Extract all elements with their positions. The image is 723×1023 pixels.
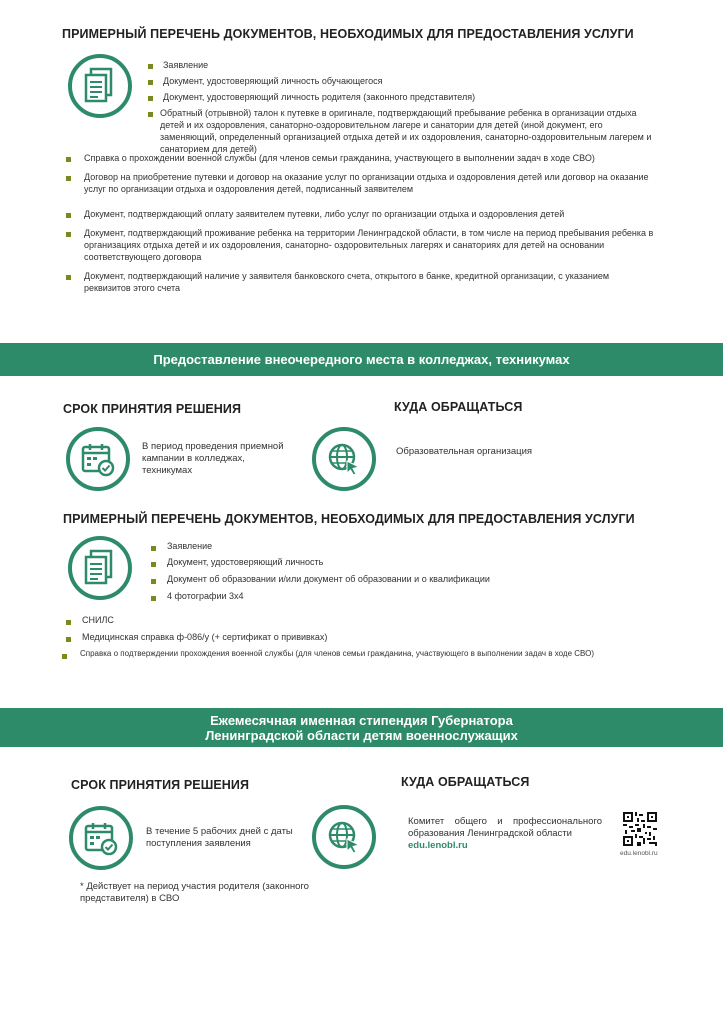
- list-bullet: [151, 562, 156, 567]
- list-bullet: [151, 579, 156, 584]
- list-bullet: [66, 637, 71, 642]
- list-bullet: [148, 96, 153, 101]
- where-text: Образовательная организация: [396, 446, 533, 457]
- section2-docs-title: ПРИМЕРНЫЙ ПЕРЕЧЕНЬ ДОКУМЕНТОВ, НЕОБХОДИМЫХ ДЛЯ ПРЕДОСТАВЛЕНИЯ УСЛУГИ: [63, 512, 635, 526]
- section1-title: ПРИМЕРНЫЙ ПЕРЕЧЕНЬ ДОКУМЕНТОВ, НЕОБХОДИМЫХ ДЛЯ ПРЕДОСТАВЛЕНИЯ УСЛУГИ: [62, 27, 634, 41]
- list-bullet: [151, 546, 156, 551]
- list-item: СНИЛС: [82, 615, 114, 625]
- list-bullet: [148, 64, 153, 69]
- globe-cursor-icon: [312, 427, 376, 491]
- list-item: Медицинская справка ф-086/у (+ сертификат о прививках): [82, 632, 328, 642]
- banner-scholarship: [0, 708, 723, 747]
- term-text: В период проведения приемной кампании в колледжах, техникумах: [142, 441, 284, 476]
- list-item: Заявление: [163, 60, 209, 70]
- list-item: Документ об образовании и/или документ об образовании и о квалификации: [167, 574, 490, 584]
- banner-colleges: Предоставление внеочередного места в колледжах, техникумах: [0, 343, 723, 376]
- where-title: КУДА ОБРАЩАТЬСЯ: [401, 775, 530, 789]
- term-title: СРОК ПРИНЯТИЯ РЕШЕНИЯ: [71, 778, 250, 792]
- list-item: 4 фотографии 3х4: [167, 591, 244, 601]
- calendar-check-icon: [66, 427, 130, 491]
- list-bullet: [148, 80, 153, 85]
- list-bullet: [151, 596, 156, 601]
- qr-code[interactable]: [623, 812, 657, 846]
- list-bullet: [66, 176, 71, 181]
- list-item: Документ, удостоверяющий личность обучающегося: [163, 76, 383, 86]
- list-item: Документ, удостоверяющий личность: [167, 557, 324, 567]
- where-title: КУДА ОБРАЩАТЬСЯ: [394, 400, 523, 414]
- where-text: Комитет общего и профессионального образования Ленинградской области: [408, 816, 602, 839]
- term-text: В течение 5 рабочих дней с даты поступления заявления: [146, 826, 293, 849]
- list-item: Заявление: [167, 541, 213, 551]
- list-item: Договор на приобретение путевки и договор на оказание услуг по организации отдыха и оздоровления детей или договор на оказание услуг по организации отдыха и оздоровления детей, подписанный заявителем: [84, 172, 649, 194]
- calendar-check-icon: [69, 806, 133, 870]
- list-bullet: [66, 620, 71, 625]
- list-item: Справка о прохождении военной службы (для членов семьи гражданина, участвующего в выполнении задач в ходе СВО): [84, 153, 595, 163]
- list-bullet: [66, 157, 71, 162]
- list-bullet: [62, 654, 67, 659]
- documents-icon: [68, 54, 132, 118]
- list-bullet: [66, 232, 71, 237]
- list-item: Справка о подтверждении прохождения военной службы (для членов семьи гражданина, участвующего в выполнении задач в ходе СВО): [80, 649, 594, 658]
- list-bullet: [66, 275, 71, 280]
- list-item: Обратный (отрывной) талон к путевке в оригинале, подтверждающий пребывание ребенка в организации отдыха детей и их оздоровления, санаторно-оздоровительном лагере и санатории для детей (иной документ, его заменяющий, определенный организацией отдыха детей и их оздоровления, санаторно-оздоровительным лагерем и санаторием для детей): [160, 108, 652, 154]
- list-item: Документ, подтверждающий оплату заявителем путевки, либо услуг по организации отдыха и оздоровления детей: [84, 209, 565, 219]
- banner-line-2: Ленинградской области детям военнослужащих: [205, 728, 518, 743]
- footnote: * Действует на период участия родителя (законного представителя) в СВО: [80, 881, 309, 904]
- term-title: СРОК ПРИНЯТИЯ РЕШЕНИЯ: [63, 402, 242, 416]
- qr-caption: edu.lenobl.ru: [620, 850, 658, 857]
- list-bullet: [66, 213, 71, 218]
- website-link[interactable]: edu.lenobl.ru: [408, 840, 468, 851]
- documents-icon: [68, 536, 132, 600]
- list-item: Документ, подтверждающий проживание ребенка на территории Ленинградской области, в том числе на период пребывания ребенка в организациях отдыха детей и их оздоровления, санаторно- оздоровительных лагерях и санаториях для детей на основании соответствующего договора: [84, 228, 654, 262]
- list-item: Документ, удостоверяющий личность родителя (законного представителя): [163, 92, 476, 102]
- list-item: Документ, подтверждающий наличие у заявителя банковского счета, открытого в банке, кредитной организации, с указанием реквизитов этого счета: [84, 271, 610, 293]
- globe-cursor-icon: [312, 805, 376, 869]
- banner-line-1: Ежемесячная именная стипендия Губернатора: [210, 713, 513, 728]
- list-bullet: [148, 112, 153, 117]
